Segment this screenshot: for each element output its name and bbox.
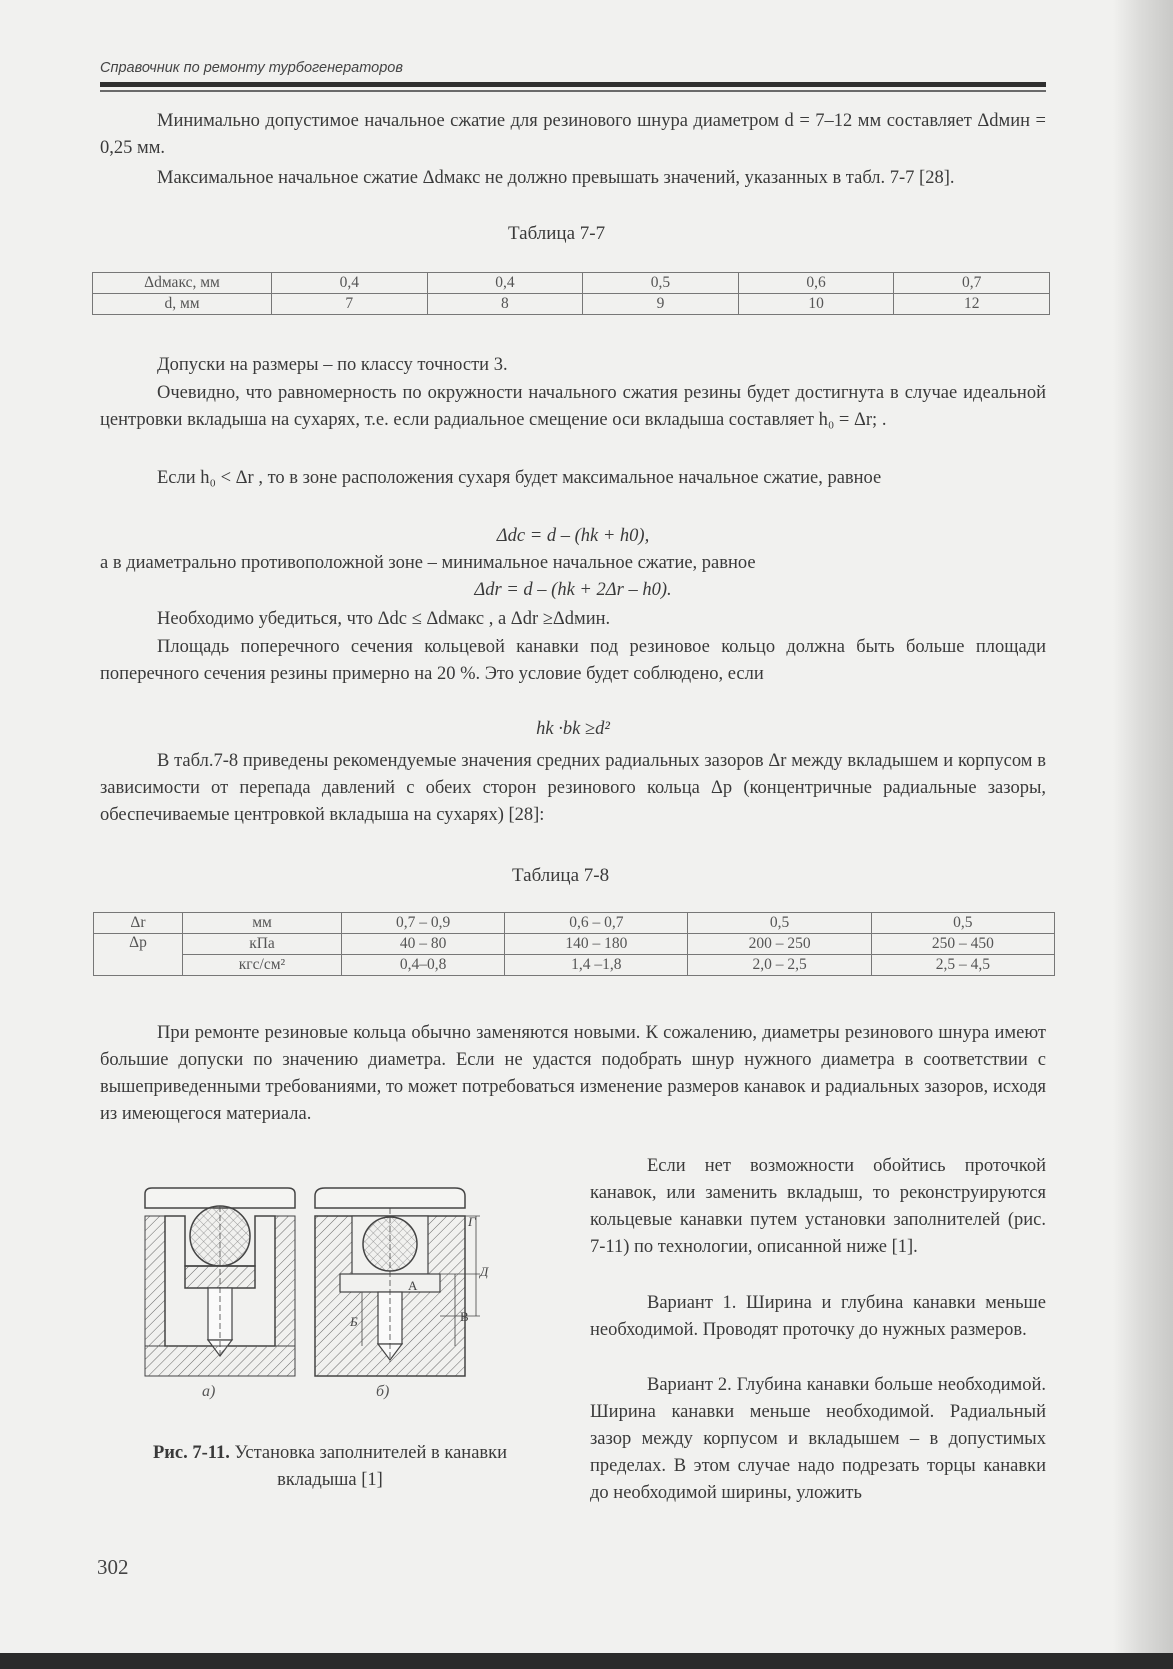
dimension-label-v: В [460,1309,469,1324]
formula-3: hk ·bk ≥d² [536,719,610,739]
table-row [94,934,1055,955]
table-7-8-title: Таблица 7-8 [512,865,610,886]
table-row [94,955,1055,976]
paragraph-12: Вариант 1. Ширина и глубина канавки меньше необходимой. Проводят проточку до нужных размеров. [590,1293,1046,1340]
paragraph-2: Максимальное начальное сжатие Δdмакс не должно превышать значений, указанных в табл. 7-7 [28]. [157,168,955,188]
table-cell: 2,5 – 4,5 [871,955,1054,976]
table-cell: 0,5 [871,913,1054,934]
table-cell: 0,7 [894,273,1050,294]
paragraph-5: Если h₀ < Δr , то в зоне расположения сухаря будет максимальное начальное сжатие, равное [157,468,882,488]
paragraph-13: Вариант 2. Глубина канавки больше необходимой. Ширина канавки меньше необходимой. Радиальный зазор между корпусом и вкладышем – в допустимых пределах. В этом случае надо подрезать торцы канавки до необходимой ширины, уложить [590,1375,1046,1503]
running-head: Справочник по ремонту турбогенераторов [100,60,403,76]
table-cell: 0,4 [427,273,583,294]
page-number: 302 [97,1555,129,1579]
table-cell: 12 [894,294,1050,315]
paragraph-7: Необходимо убедиться, что Δdc ≤ Δdмакс , а Δdr ≥Δdмин. [157,609,611,629]
table-cell: мм [183,913,342,934]
dimension-label-g: Г [468,1214,476,1229]
paragraph-4: Очевидно, что равномерность по окружности начального сжатия резины будет достигнута в случае идеальной центровки вкладыша на сухарях, т.е. если радиальное смещение оси вкладыша составляет h₀ = Δr; . [100,383,1046,430]
table-cell: d, мм [93,294,272,315]
figure-variant-b [315,1188,489,1400]
paragraph-6: а в диаметрально противоположной зоне – минимальное начальное сжатие, равное [100,553,756,573]
table-7-7-title: Таблица 7-7 [508,223,606,244]
table-cell: 10 [738,294,894,315]
figure-caption-number: Рис. 7-11. [152,1443,230,1463]
figure-label-a: а) [202,1383,216,1400]
table-row [93,294,1050,315]
dimension-label-b: Б [350,1314,358,1329]
figure-label-b: б) [376,1383,390,1400]
header-rule [100,82,1046,87]
formula-2: Δdr = d – (hk + 2Δr – h0). [474,580,672,600]
page-edge-shadow [1113,0,1173,1669]
figure-variant-a [145,1188,295,1400]
table-cell: 0,4 [272,273,428,294]
figure-7-11 [140,1186,500,1421]
figure-caption-text: Установка заполнителей в канавки вкладыша [1] [229,1443,508,1490]
table-cell: 0,6 – 0,7 [505,913,688,934]
formula-1: Δdc = d – (hk + h0), [496,526,650,546]
table-cell: 1,4 –1,8 [505,955,688,976]
table-7-8 [93,912,1055,976]
paragraph-8: Площадь поперечного сечения кольцевой канавки под резиновое кольцо должна быть больше площади поперечного сечения резины примерно на 20 %. Это условие будет соблюдено, если [100,637,1046,684]
table-cell: 140 – 180 [505,934,688,955]
table-cell: Δr [94,913,183,934]
table-cell: 8 [427,294,583,315]
table-row [94,913,1055,934]
table-cell: 0,4–0,8 [342,955,505,976]
table-cell: кгс/см² [183,955,342,976]
table-cell: 0,5 [583,273,739,294]
header-rule-thin [100,90,1046,92]
table-cell: 0,6 [738,273,894,294]
dimension-label-d: Д [480,1264,489,1279]
table-cell: 2,0 – 2,5 [688,955,871,976]
table-cell: кПа [183,934,342,955]
table-cell: 250 – 450 [871,934,1054,955]
table-row [93,273,1050,294]
table-cell: Δp [94,934,183,976]
paragraph-1: Минимально допустимое начальное сжатие для резинового шнура диаметром d = 7–12 мм составляет Δdмин = 0,25 мм. [100,111,1046,158]
dimension-label-a: А [408,1278,418,1293]
paragraph-10: При ремонте резиновые кольца обычно заменяются новыми. К сожалению, диаметры резинового шнура имеют большие допуски по значению диаметра. Если не удастся подобрать шнур нужного диаметра в соответствии с вышеприведенными требованиями, то может потребоваться изменение размеров канавок и радиальных зазоров, исходя из имеющегося материала. [100,1023,1046,1124]
paragraph-11: Если нет возможности обойтись проточкой канавок, или заменить вкладыш, то реконструируются кольцевые канавки путем установки заполнителей (рис. 7-11) по технологии, описанной ниже [1]. [590,1156,1046,1257]
table-7-7 [92,272,1050,315]
table-cell: 200 – 250 [688,934,871,955]
table-cell: 0,5 [688,913,871,934]
scan-bottom-band [0,1653,1173,1669]
table-cell: 40 – 80 [342,934,505,955]
table-cell: 7 [272,294,428,315]
paragraph-9: В табл.7-8 приведены рекомендуемые значения средних радиальных зазоров Δr между вкладышем и корпусом в зависимости от перепада давлений с обеих сторон резинового кольца Δp (концентричные радиальные зазоры, обеспечиваемые центровкой вкладыша на сухарях) [28]: [100,751,1046,825]
table-cell: 9 [583,294,739,315]
figure-caption [150,1440,510,1494]
table-cell: 0,7 – 0,9 [342,913,505,934]
table-cell: Δdмакс, мм [93,273,272,294]
paragraph-3: Допуски на размеры – по классу точности 3. [157,355,508,375]
